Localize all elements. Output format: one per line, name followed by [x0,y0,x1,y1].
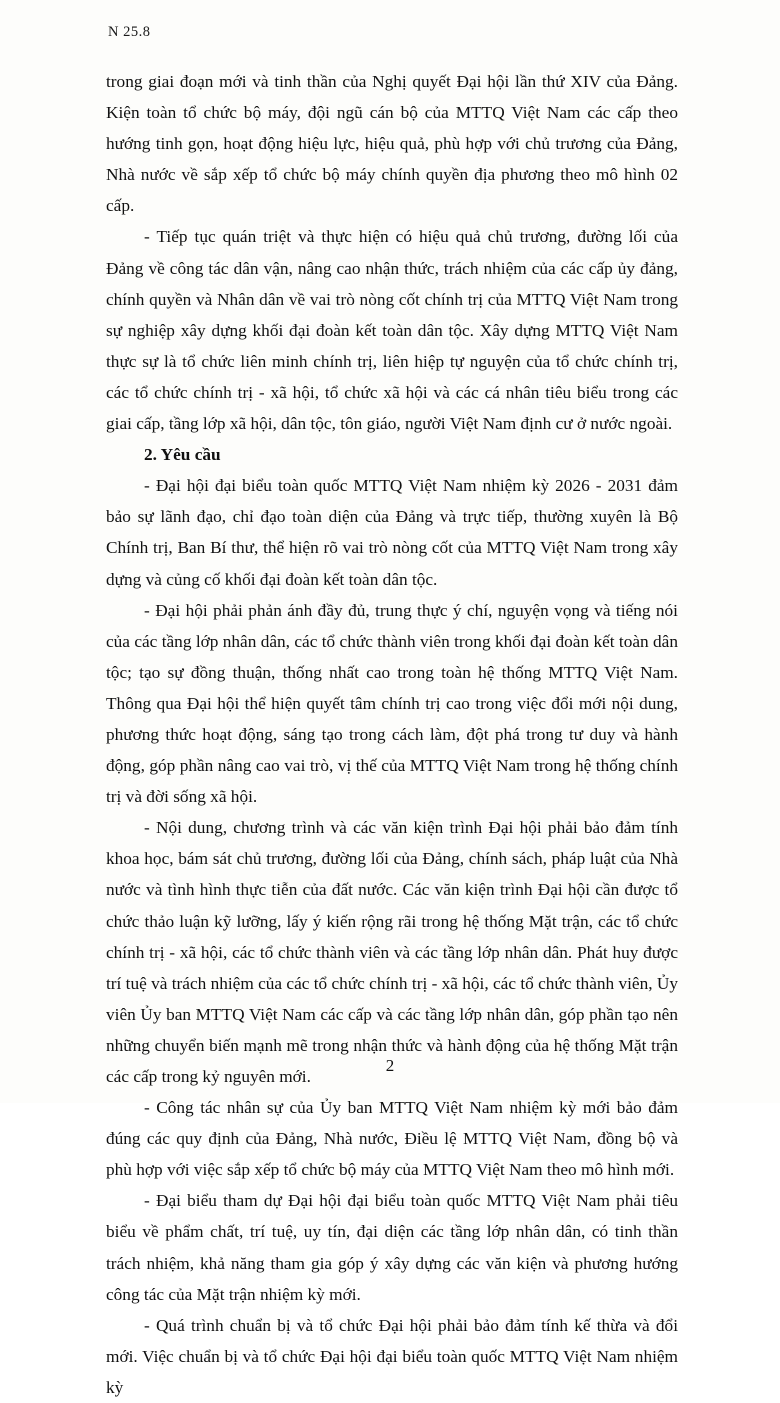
document-body [106,66,678,1403]
paragraph: - Tiếp tục quán triệt và thực hiện có hiệu quả chủ trương, đường lối của Đảng về công tác dân vận, nâng cao nhận thức, trách nhiệm của các cấp ủy đảng, chính quyền và Nhân dân về vai trò nòng cốt chính trị của MTTQ Việt Nam trong sự nghiệp xây dựng khối đại đoàn kết toàn dân tộc. Xây dựng MTTQ Việt Nam thực sự là tổ chức liên minh chính trị, liên hiệp tự nguyện của tổ chức chính trị, các tổ chức chính trị - xã hội, tổ chức xã hội và các cá nhân tiêu biểu trong các giai cấp, tầng lớp xã hội, dân tộc, tôn giáo, người Việt Nam định cư ở nước ngoài. [106,227,678,434]
paragraph: - Quá trình chuẩn bị và tổ chức Đại hội phải bảo đảm tính kế thừa và đổi mới. Việc chuẩn bị và tổ chức Đại hội đại biểu toàn quốc MTTQ Việt Nam nhiệm kỳ [106,1315,678,1397]
paragraph: - Đại hội đại biểu toàn quốc MTTQ Việt Nam nhiệm kỳ 2026 - 2031 đảm bảo sự lãnh đạo, chỉ đạo toàn diện của Đảng và trực tiếp, thường xuyên là Bộ Chính trị, Ban Bí thư, thể hiện rõ vai trò nòng cốt của MTTQ Việt Nam trong xây dựng và củng cố khối đại đoàn kết toàn dân tộc. [106,476,678,589]
paragraph: - Nội dung, chương trình và các văn kiện trình Đại hội phải bảo đảm tính khoa học, bám sát chủ trương, đường lối của Đảng, chính sách, pháp luật của Nhà nước và tình hình thực tiễn của đất nước. Các văn kiện trình Đại hội cần được tổ chức thảo luận kỹ lưỡng, lấy ý kiến rộng rãi trong hệ thống Mặt trận, các tổ chức chính trị - xã hội, các tổ chức thành viên và các tầng lớp nhân dân. Phát huy được trí tuệ và trách nhiệm của các tổ chức chính trị - xã hội, các tổ chức thành viên, Ủy viên Ủy ban MTTQ Việt Nam các cấp và các tầng lớp nhân dân, góp phần tạo nên những chuyển biến mạnh mẽ trong nhận thức và hành động của hệ thống Mặt trận các cấp trong kỷ nguyên mới. [106,818,678,1086]
section-heading: 2. Yêu cầu [144,445,221,465]
paragraph: - Đại hội phải phản ánh đầy đủ, trung thực ý chí, nguyện vọng và tiếng nói của các tầng lớp nhân dân, các tổ chức thành viên trong khối đại đoàn kết toàn dân tộc; tạo sự đồng thuận, thống nhất cao trong toàn hệ thống MTTQ Việt Nam. Thông qua Đại hội thể hiện quyết tâm chính trị cao trong việc đổi mới nội dung, phương thức hoạt động, sáng tạo trong cách làm, đột phá trong tư duy và hành động, góp phần nâng cao vai trò, vị thế của MTTQ Việt Nam trong hệ thống chính trị và đời sống xã hội. [106,600,678,807]
paragraph: - Công tác nhân sự của Ủy ban MTTQ Việt Nam nhiệm kỳ mới bảo đảm đúng các quy định của Đảng, Nhà nước, Điều lệ MTTQ Việt Nam, đồng bộ và phù hợp với việc sắp xếp tổ chức bộ máy của MTTQ Việt Nam theo mô hình mới. [106,1098,678,1180]
paragraph: trong giai đoạn mới và tinh thần của Nghị quyết Đại hội lần thứ XIV của Đảng. Kiện toàn tổ chức bộ máy, đội ngũ cán bộ của MTTQ Việt Nam các cấp theo hướng tinh gọn, hoạt động hiệu lực, hiệu quả, phù hợp với chủ trương của Đảng, Nhà nước về sắp xếp tổ chức bộ máy chính quyền địa phương theo mô hình 02 cấp. [106,72,678,216]
paragraph: - Đại biểu tham dự Đại hội đại biểu toàn quốc MTTQ Việt Nam phải tiêu biểu về phẩm chất, trí tuệ, uy tín, đại diện các tầng lớp nhân dân, có tinh thần trách nhiệm, khả năng tham gia góp ý xây dựng các văn kiện và phương hướng công tác của Mặt trận nhiệm kỳ mới. [106,1191,678,1304]
page-number: 2 [385,1056,395,1075]
page-header-code: N 25.8 [108,24,151,40]
